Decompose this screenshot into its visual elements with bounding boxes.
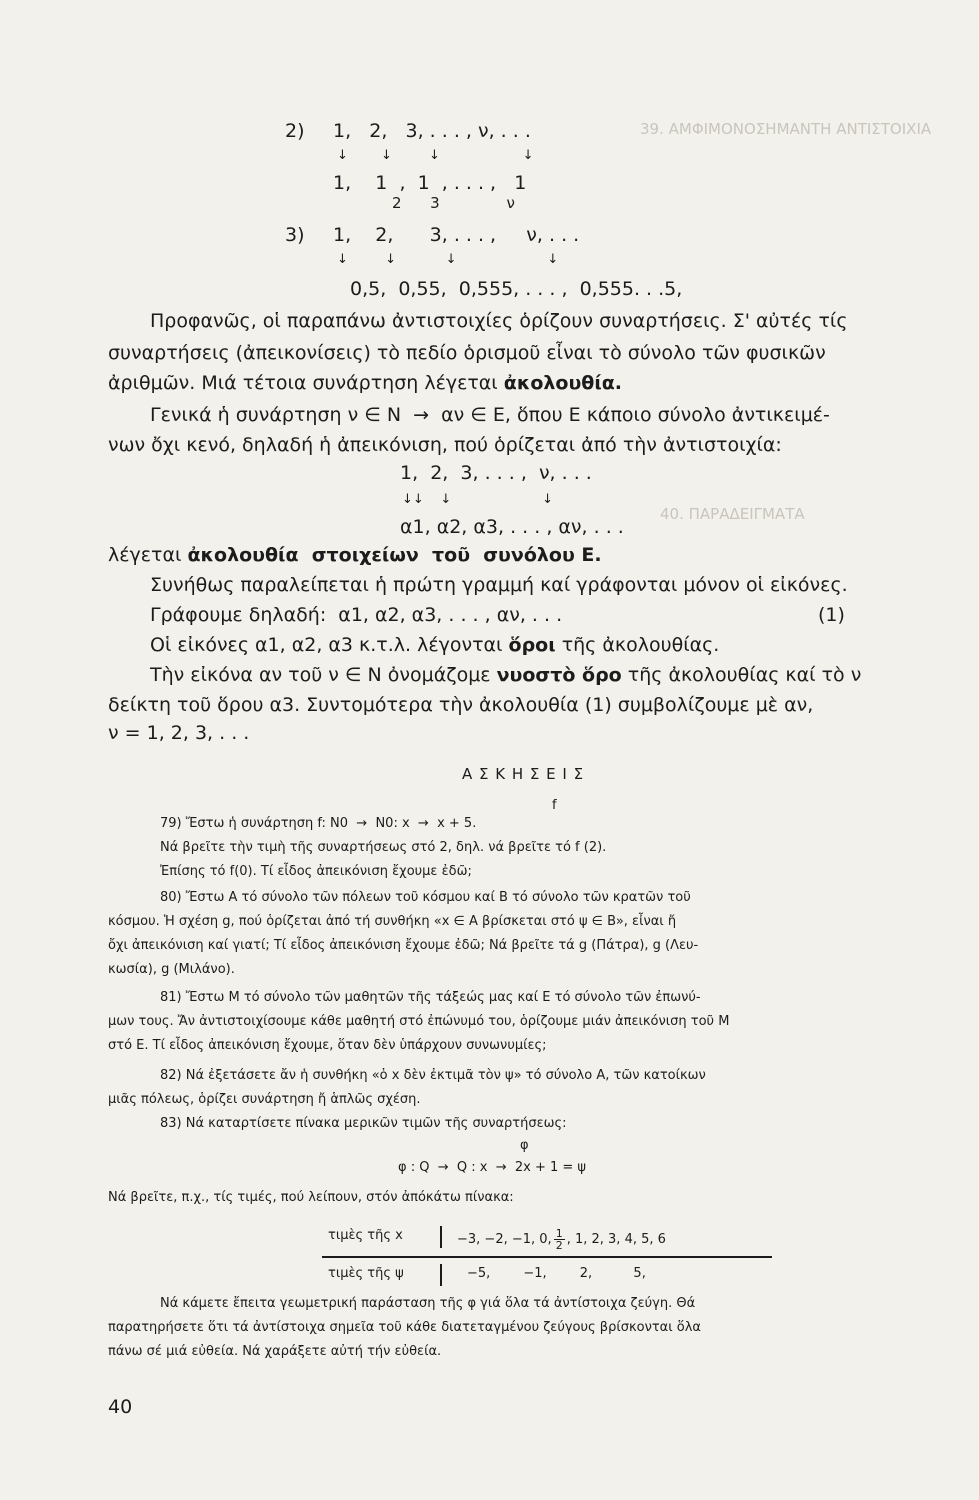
exercise-81-line-3: στό E. Τί εἶδος ἀπεικόνιση ἔχουμε, ὅταν δὲν ὑπάρχουν συνωνυμίες;: [108, 1038, 547, 1053]
mapping-top-row: 1, 2, 3, . . . , ν, . . .: [400, 462, 592, 484]
exercise-80-line-4: κωσία), g (Μιλάνο).: [108, 962, 235, 977]
table-row-1-label: τιμὲς τῆς x: [328, 1228, 403, 1243]
exercises-heading: Α Σ Κ Η Σ Ε Ι Σ: [462, 765, 585, 783]
seq2-bottom-row: 1, 1 , 1 , . . . , 1: [333, 172, 527, 194]
seq3-arrows: ↓ ↓ ↓ ↓: [337, 252, 559, 267]
exercise-81-line-1: 81) Ἔστω M τό σύνολο τῶν μαθητῶν τῆς τάξεώς μας καί E τό σύνολο τῶν ἐπωνύ-: [160, 990, 701, 1005]
usual-line-2: Γράφουμε δηλαδή: α1, α2, α3, . . . , αν, . . .: [150, 604, 563, 626]
intro-line-1: Προφανῶς, οἱ παραπάνω ἀντιστοιχίες ὁρίζουν συναρτήσεις. Σ' αὐτές τίς: [150, 310, 848, 332]
general-line-2: νων ὄχι κενό, δηλαδή ἡ ἀπεικόνιση, πού ὁρίζεται ἀπό τὴν ἀντιστοιχία:: [108, 434, 782, 456]
seq2-top-row: 1, 2, 3, . . . , ν, . . .: [333, 120, 531, 142]
exercise-79-line-2: Νά βρεῖτε τὴν τιμὴ τῆς συναρτήσεως στό 2, δηλ. νά βρεῖτε τό f (2).: [160, 840, 607, 855]
seq2-arrows: ↓ ↓ ↓ ↓: [337, 148, 534, 163]
table-divider-1: [440, 1226, 442, 1248]
equation-number: (1): [818, 604, 845, 626]
page-number: 40: [108, 1396, 133, 1418]
exercise-83-line-3: Νά κάμετε ἔπειτα γεωμετρική παράσταση τῆς φ γιά ὅλα τά ἀντίστοιχα ζεύγη. Θά: [160, 1296, 696, 1311]
bleed-through-text: 40. ΠΑΡΑΔΕΙΓΜΑΤΑ: [660, 505, 805, 523]
table-row-2-label: τιμὲς τῆς ψ: [328, 1266, 404, 1281]
table-row-2-values: −5, −1, 2, 5,: [467, 1266, 646, 1281]
seq3-label: 3): [285, 224, 305, 246]
table-separator: [322, 1256, 772, 1258]
exercise-83-function: φ : Q → Q : x → 2x + 1 = ψ: [398, 1160, 586, 1175]
phi-label: φ: [520, 1138, 529, 1153]
exercise-82-line-1: 82) Νά ἐξετάσετε ἄν ἡ συνθήκη «ὁ x δὲν ἐκτιμᾶ τὸν ψ» τό σύνολο A, τῶν κατοίκων: [160, 1068, 706, 1083]
intro-line-2: συναρτήσεις (ἀπεικονίσεις) τὸ πεδίο ὁρισμοῦ εἶναι τὸ σύνολο τῶν φυσικῶν: [108, 342, 826, 364]
table-divider-2: [440, 1264, 442, 1286]
term-akolouthia-stoixeion: ἀκολουθία στοιχείων τοῦ συνόλου E.: [187, 544, 602, 566]
seq2-label: 2): [285, 120, 305, 142]
term-akolouthia: ἀκολουθία.: [503, 372, 623, 394]
exercise-81-line-2: μων τους. Ἄν ἀντιστοιχίσουμε κάθε μαθητή στό ἐπώνυμό του, ὁρίζουμε μιάν ἀπεικόνιση τοῦ M: [108, 1014, 730, 1029]
exercise-83-line-4: παρατηρήσετε ὅτι τά ἀντίστοιχα σημεῖα τοῦ κάθε διατεταγμένου ζεύγους βρίσκονται ὅλα: [108, 1320, 701, 1335]
exercise-79-line-1: 79) Ἔστω ἡ συνάρτηση f: N0 → N0: x → x + 5.: [160, 816, 477, 831]
usual-line-5: δείκτη τοῦ ὅρου α3. Συντομότερα τὴν ἀκολουθία (1) συμβολίζουμε μὲ αν,: [108, 694, 814, 716]
usual-line-6: ν = 1, 2, 3, . . .: [108, 722, 250, 744]
mapping-arrows: ↓↓ ↓ ↓: [402, 492, 554, 507]
fraction-one-half: $\frac{1}{2}$: [555, 1227, 563, 1252]
usual-line-1: Συνήθως παραλείπεται ἡ πρώτη γραμμή καί γράφονται μόνον οἱ εἰκόνες.: [150, 574, 848, 596]
term-oroi: ὅροι: [508, 634, 556, 656]
term-nyosto-oro: νυοστὸ ὅρο: [496, 664, 622, 686]
exercise-82-line-2: μιᾶς πόλεως, ὁρίζει συνάρτηση ἤ ἁπλῶς σχέση.: [108, 1092, 421, 1107]
f-label: f: [552, 798, 557, 813]
exercise-80-line-2: κόσμου. Ἡ σχέση g, πού ὁρίζεται ἀπό τή συνθήκη «x ∈ A βρίσκεται στό ψ ∈ B», εἶναι ἤ: [108, 914, 677, 929]
table-row-1-values: −3, −2, −1, 0, $\frac{1}{2}$ , 1, 2, 3, 4, 5, 6: [457, 1227, 666, 1252]
seq2-denominators: 2 3 ν: [392, 194, 515, 212]
general-line-1: Γενικά ἡ συνάρτηση ν ∈ N → αν ∈ E, ὅπου E κάποιο σύνολο ἀντικειμέ-: [150, 404, 830, 426]
intro-line-3: ἀριθμῶν. Μιά τέτοια συνάρτηση λέγεται ἀκολουθία.: [108, 372, 623, 394]
exercise-83-line-1: 83) Νά καταρτίσετε πίνακα μερικῶν τιμῶν τῆς συναρτήσεως:: [160, 1116, 567, 1131]
exercise-80-line-1: 80) Ἔστω A τό σύνολο τῶν πόλεων τοῦ κόσμου καί B τό σύνολο τῶν κρατῶν τοῦ: [160, 890, 691, 905]
bleed-through-text: 39. ΑΜΦΙΜΟΝΟΣΗΜΑΝΤΗ ΑΝΤΙΣΤΟΙΧΙΑ: [640, 120, 932, 138]
seq3-top-row: 1, 2, 3, . . . , ν, . . .: [333, 224, 580, 246]
seq3-bottom-row: 0,5, 0,55, 0,555, . . . , 0,555. . .5,: [350, 278, 683, 300]
exercise-79-line-3: Ἐπίσης τό f(0). Τί εἶδος ἀπεικόνιση ἔχουμε ἐδῶ;: [160, 864, 472, 879]
exercise-80-line-3: ὄχι ἀπεικόνιση καί γιατί; Τί εἶδος ἀπεικόνιση ἔχουμε ἐδῶ; Νά βρεῖτε τά g (Πάτρα), g (Λευ-: [108, 938, 699, 953]
general-line-3: λέγεται ἀκολουθία στοιχείων τοῦ συνόλου E.: [108, 544, 602, 566]
usual-line-3: Οἱ εἰκόνες α1, α2, α3 κ.τ.λ. λέγονται ὅροι τῆς ἀκολουθίας.: [150, 634, 720, 656]
mapping-bottom-row: α1, α2, α3, . . . , αν, . . .: [400, 516, 624, 538]
exercise-83-line-2: Νά βρεῖτε, π.χ., τίς τιμές, πού λείπουν, στόν ἀπόκάτω πίνακα:: [108, 1190, 514, 1205]
usual-line-4: Τὴν εἰκόνα αν τοῦ ν ∈ N ὀνομάζομε νυοστὸ ὅρο τῆς ἀκολουθίας καί τὸ ν: [150, 664, 862, 686]
exercise-83-line-5: πάνω σέ μιά εὐθεία. Νά χαράξετε αὐτή τήν εὐθεία.: [108, 1344, 442, 1359]
